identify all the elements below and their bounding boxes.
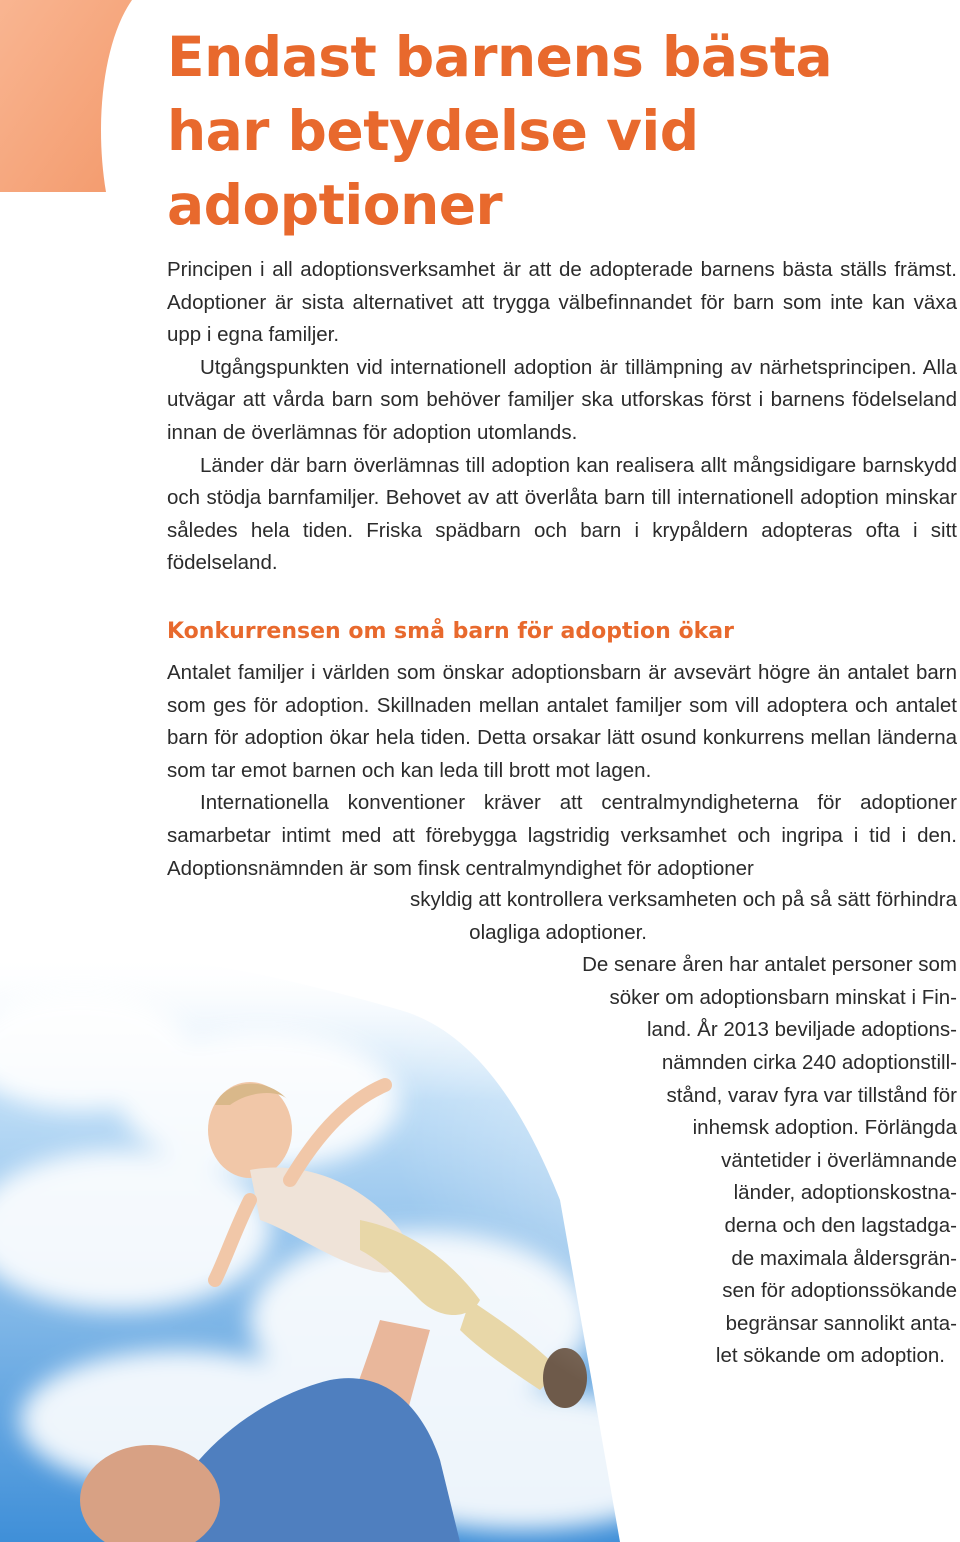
wrapped-text-block — [137, 884, 957, 1373]
intro-paragraph-3: Länder där barn överlämnas till adoption kan realisera allt mångsidigare barnskydd och stödja barnfamiljer. Behovet av att överlåta barn till internationell adoption minskar således hela tiden. Friska spädbarn och barn i krypåldern adopteras ofta i sitt födelseland. — [167, 453, 957, 575]
section-heading: Konkurrensen om små barn för adoption ökar — [167, 619, 734, 644]
wrapped-line: nämnden cirka 240 adoptionstill- — [661, 1050, 957, 1074]
wrapped-line: länder, adoptionskostna- — [733, 1181, 957, 1205]
wrapped-line: sen för adoptionssökande — [722, 1279, 957, 1303]
wrapped-line: De senare åren har antalet personer som — [582, 953, 957, 977]
wrapped-line: skyldig att kontrollera verksamheten och på så sätt förhindra — [410, 888, 957, 911]
wrapped-line: begränsar sannolikt anta- — [725, 1311, 957, 1335]
wrapped-line: söker om adoptionsbarn minskat i Fin- — [609, 985, 957, 1009]
section-paragraphs — [167, 657, 957, 885]
corner-decoration — [0, 0, 140, 200]
intro-paragraphs — [167, 254, 957, 580]
wrapped-line: väntetider i överlämnande — [721, 1148, 957, 1172]
wrapped-line: derna och den lagstadga- — [724, 1213, 957, 1237]
wrapped-line: stånd, varav fyra var tillstånd för — [666, 1083, 957, 1107]
wrapped-line: olagliga adoptioner. — [469, 920, 647, 944]
wrapped-line: land. År 2013 beviljade adoptions- — [647, 1018, 957, 1042]
wrapped-line: de maximala åldersgrän- — [731, 1246, 957, 1270]
page-title: Endast barnens bästa har betydelse vid adoptioner — [167, 25, 833, 237]
intro-paragraph-1: Principen i all adoptionsverksamhet är att de adopterade barnens bästa ställs främst. Adoptioner är sista alternativet att trygga välbefinnandet för barn som inte kan växa upp i egna familjer. — [167, 258, 957, 347]
intro-paragraph-2: Utgångspunkten vid internationell adoption är tillämpning av närhetsprincipen. Alla utvägar att vårda barn som behöver familjer ska utforskas först i barnens födelseland innan de överlämnas för adoption utomlands. — [167, 355, 957, 444]
section-paragraph-2: Internationella konventioner kräver att centralmyndigheterna för adoptioner samarbetar intimt med att förebygga lagstridig verksamhet och ingripa i tid i den. Adoptionsnämnden är som finsk centralmyndighet för adoptioner — [167, 791, 957, 880]
wrapped-line: let sökande om adoption. — [715, 1344, 945, 1368]
wrapped-line: inhemsk adoption. Förlängda — [692, 1116, 957, 1140]
section-paragraph-1: Antalet familjer i världen som önskar adoptionsbarn är avsevärt högre än antalet barn som ges för adoption. Skillnaden mellan antalet familjer som vill adoptera och antalet barn för adoption ökar hela tiden. Detta orsakar lätt osund konkurrens mellan länderna som tar emot barnen och kan leda till brott mot lagen. — [167, 661, 957, 782]
